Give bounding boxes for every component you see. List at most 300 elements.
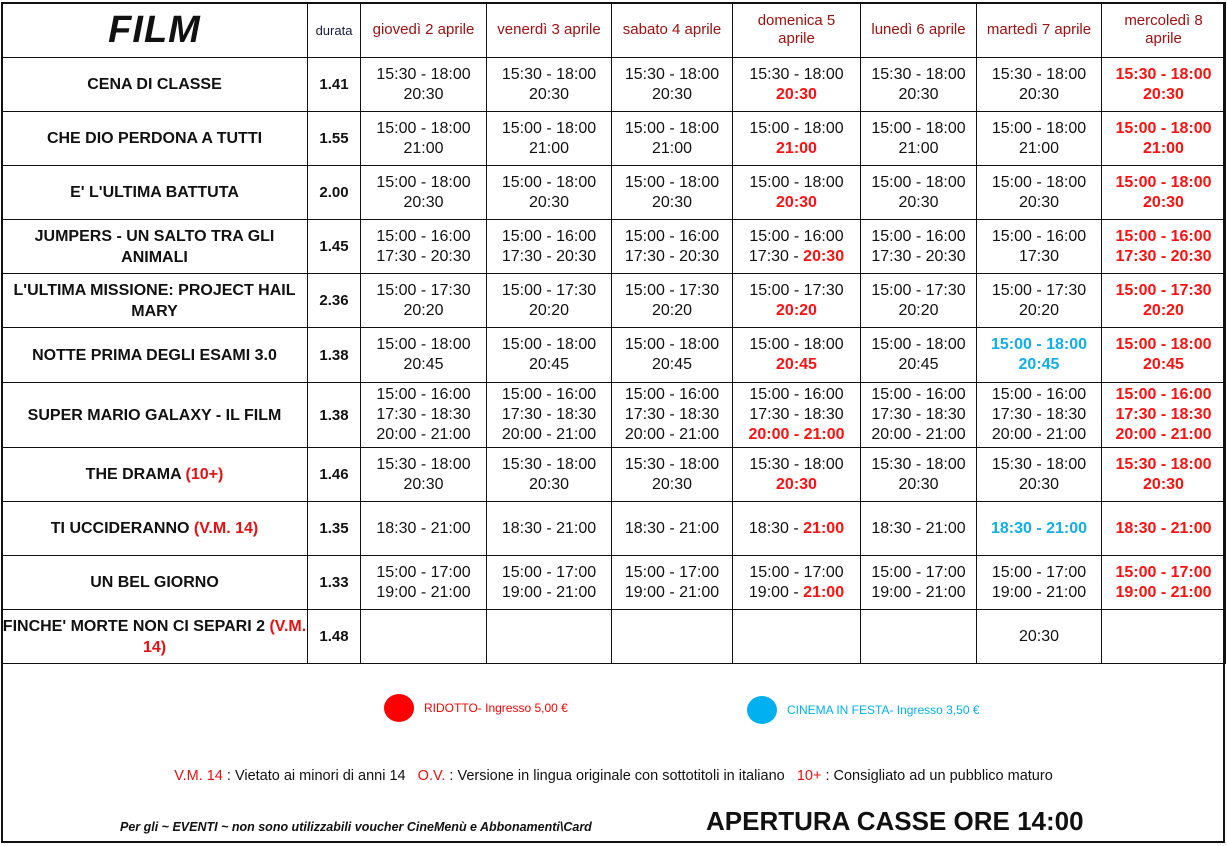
showtime-line — [1102, 563, 1225, 583]
showtime-line — [861, 247, 976, 267]
film-row — [2, 448, 1226, 502]
film-row — [2, 610, 1226, 664]
showtime: 15:30 - 18:00 — [1115, 65, 1212, 83]
showtime: 20:30 — [528, 193, 570, 211]
showtime-line — [977, 193, 1101, 213]
showtime-line — [487, 475, 611, 495]
showtime-cell — [612, 502, 733, 556]
rating-notes — [0, 768, 1227, 784]
film-rating: (10+) — [185, 466, 224, 483]
showtime: 20:30 — [776, 85, 817, 103]
showtime-cell — [733, 448, 861, 502]
film-duration: 1.55 — [308, 112, 361, 166]
film-rating: (V.M. 14) — [193, 520, 259, 537]
showtime-line — [361, 455, 486, 475]
showtime-line — [612, 455, 732, 475]
showtime: 20:30 — [898, 193, 939, 211]
showtime-line — [977, 425, 1101, 445]
film-title-text: FINCHE' MORTE NON CI SEPARI 2 — [2, 617, 270, 635]
showtime: 17:30 - 18:30 — [624, 406, 720, 423]
showtime-line — [977, 227, 1101, 247]
showtime-line — [612, 301, 732, 321]
showtime-cell — [977, 502, 1102, 556]
film-duration: 2.00 — [308, 166, 361, 220]
showtime-cell — [361, 502, 487, 556]
showtime-line — [612, 475, 732, 495]
showtime-cell — [977, 448, 1102, 502]
film-title-text: CHE DIO PERDONA A TUTTI — [46, 130, 263, 147]
showtime-line — [487, 119, 611, 139]
showtime-line — [361, 65, 486, 85]
showtime-line — [1102, 65, 1225, 85]
showtime-line — [361, 563, 486, 583]
showtime: 15:00 - 16:00 — [376, 386, 471, 403]
showtime: 20:30 — [1018, 475, 1060, 493]
showtime-line — [861, 355, 976, 375]
showtime-line — [977, 281, 1101, 301]
showtime-line — [733, 355, 860, 375]
showtime-line — [487, 335, 611, 355]
showtime: 15:30 - 18:00 — [749, 65, 844, 83]
showtime: 19:00 - 21:00 — [376, 583, 471, 601]
showtime: 15:00 - 16:00 — [991, 227, 1087, 245]
showtime-line — [612, 385, 732, 405]
showtime-cell — [1102, 328, 1226, 383]
showtime-cell — [1102, 502, 1226, 556]
showtime: 19:00 - 21:00 — [1115, 583, 1212, 601]
showtime: 20:00 - 21:00 — [1115, 426, 1212, 443]
showtime: 15:30 - 18:00 — [991, 65, 1087, 83]
showtime: 15:00 - 18:00 — [749, 173, 844, 191]
showtime: 15:30 - 18:00 — [624, 455, 720, 473]
showtime-cell — [977, 220, 1102, 274]
showtime: 21:00 — [651, 139, 693, 157]
showtime: 20:45 — [1143, 356, 1184, 373]
film-title — [2, 274, 308, 328]
showtime-line — [977, 405, 1101, 425]
showtime-cell — [861, 383, 977, 448]
showtime: 20:30 — [1018, 627, 1060, 645]
film-duration: 2.36 — [308, 274, 361, 328]
showtime: 19:00 - 21:00 — [871, 583, 966, 601]
showtime-line — [361, 405, 486, 425]
showtime-cell — [361, 220, 487, 274]
showtime-cell — [487, 556, 612, 610]
showtime-cell — [733, 610, 861, 664]
showtime: 17:30 - 18:30 — [749, 406, 844, 423]
header-row — [2, 3, 1226, 58]
showtime: 15:00 - 17:00 — [749, 563, 844, 581]
showtime: 15:30 - 18:00 — [749, 455, 844, 473]
showtime-cell — [612, 112, 733, 166]
showtime: 15:00 - 18:00 — [1115, 119, 1212, 137]
showtime: 21:00 — [803, 519, 845, 537]
showtime: 20:20 — [776, 301, 817, 319]
showtime-line — [861, 85, 976, 105]
film-row — [2, 274, 1226, 328]
showtime-cell — [487, 502, 612, 556]
showtime: 15:00 - 16:00 — [1115, 386, 1212, 403]
showtime: 19:00 - — [748, 583, 804, 601]
showtime-line — [977, 355, 1101, 375]
showtime: 20:00 - 21:00 — [871, 426, 966, 443]
showtime-cell — [361, 556, 487, 610]
showtime-cell — [861, 448, 977, 502]
showtime: 20:30 — [403, 85, 444, 103]
showtime: 15:00 - 16:00 — [991, 386, 1087, 403]
showtime-line — [487, 247, 611, 267]
legend-festa-name: CINEMA IN FESTA — [787, 703, 890, 717]
showtime-line — [612, 227, 732, 247]
showtime-cell — [861, 502, 977, 556]
showtime-line — [487, 405, 611, 425]
showtime-cell — [612, 448, 733, 502]
showtime-line — [612, 85, 732, 105]
showtime: 17:30 - 20:30 — [871, 247, 966, 265]
day-header: venerdì 3 aprile — [487, 3, 612, 58]
showtime: 20:30 — [898, 475, 939, 493]
showtime-line — [361, 281, 486, 301]
showtime: 15:00 - 18:00 — [1115, 336, 1212, 353]
showtime-line — [487, 355, 611, 375]
showtime-line — [861, 425, 976, 445]
showtime-cell — [361, 610, 487, 664]
film-duration: 1.38 — [308, 328, 361, 383]
showtime-line — [733, 193, 860, 213]
showtime-line — [977, 139, 1101, 159]
showtime: 15:00 - 16:00 — [501, 386, 597, 403]
showtime: 20:30 — [528, 475, 570, 493]
showtime-line — [733, 281, 860, 301]
showtime: 20:00 - 21:00 — [376, 426, 471, 443]
showtime-line — [361, 173, 486, 193]
film-duration: 1.46 — [308, 448, 361, 502]
showtime: 20:30 — [776, 475, 817, 493]
showtime: 15:30 - 18:00 — [1115, 455, 1212, 473]
film-title — [2, 220, 308, 274]
showtime-line — [733, 519, 860, 539]
showtime: 15:00 - 16:00 — [871, 227, 966, 245]
showtime: 20:30 — [403, 475, 444, 493]
showtime-line — [612, 193, 732, 213]
showtime: 17:30 - 18:30 — [501, 406, 597, 423]
showtime: 15:00 - 17:00 — [501, 563, 597, 581]
showtime-line — [1102, 301, 1225, 321]
showtime: 15:00 - 18:00 — [376, 119, 471, 137]
showtime-line — [361, 139, 486, 159]
film-title — [2, 383, 308, 448]
showtime-cell — [487, 448, 612, 502]
showtime: 17:30 - — [748, 247, 804, 265]
showtime: 21:00 — [528, 139, 570, 157]
showtime: 15:00 - 18:00 — [501, 173, 597, 191]
showtime-line — [612, 173, 732, 193]
showtime: 15:00 - 16:00 — [624, 227, 720, 245]
showtime: 17:30 - 20:30 — [1115, 247, 1212, 265]
showtime: 15:30 - 18:00 — [376, 65, 471, 83]
showtime: 15:00 - 17:00 — [1115, 563, 1212, 581]
showtime-cell — [861, 58, 977, 112]
showtime-line — [861, 405, 976, 425]
film-column-header: FILM — [2, 3, 308, 58]
showtime-line — [1102, 193, 1225, 213]
showtime: 21:00 — [1143, 139, 1184, 157]
showtime-cell — [1102, 610, 1226, 664]
showtime-line — [861, 455, 976, 475]
showtime-line — [1102, 85, 1225, 105]
showtime: 15:00 - 16:00 — [501, 227, 597, 245]
showtime-line — [1102, 455, 1225, 475]
showtime-line — [1102, 583, 1225, 603]
showtime-line — [612, 335, 732, 355]
film-title-text: THE DRAMA — [85, 466, 186, 483]
day-header: sabato 4 aprile — [612, 3, 733, 58]
showtime-line — [361, 385, 486, 405]
showtime-line — [861, 281, 976, 301]
showtime-line — [977, 173, 1101, 193]
showtime-line — [1102, 139, 1225, 159]
showtime-line — [361, 85, 486, 105]
film-title — [2, 166, 308, 220]
showtime-cell — [733, 220, 861, 274]
showtime-line — [861, 119, 976, 139]
showtime: 15:00 - 17:30 — [376, 281, 471, 299]
showtime-cell — [977, 112, 1102, 166]
showtime: 17:30 - 20:30 — [624, 247, 720, 265]
showtime-cell — [612, 556, 733, 610]
showtime-line — [487, 425, 611, 445]
showtime: 15:00 - 17:30 — [624, 281, 720, 299]
showtime-line — [861, 139, 976, 159]
showtime-line — [733, 475, 860, 495]
showtime: 15:00 - 16:00 — [749, 227, 844, 245]
showtime: 18:30 - 21:00 — [376, 519, 471, 537]
showtime: 20:30 — [898, 85, 939, 103]
showtime: 15:00 - 18:00 — [991, 119, 1087, 137]
showtime: 20:20 — [651, 301, 693, 319]
red-dot-icon — [384, 694, 414, 722]
showtime-cell — [733, 502, 861, 556]
showtime-line — [977, 385, 1101, 405]
note-vm14-key: V.M. 14 — [174, 768, 223, 784]
showtime-cell — [361, 328, 487, 383]
film-row — [2, 328, 1226, 383]
opening-hours: APERTURA CASSE ORE 14:00 — [706, 806, 1084, 836]
showtime-line — [487, 173, 611, 193]
showtime: 20:45 — [1018, 356, 1060, 373]
showtime-line — [1102, 385, 1225, 405]
showtime: 20:20 — [898, 301, 939, 319]
showtime: 17:30 - 18:30 — [871, 406, 966, 423]
showtime: 20:45 — [528, 356, 570, 373]
showtime-cell — [977, 328, 1102, 383]
showtime: 17:30 - 18:30 — [376, 406, 471, 423]
showtime-line — [977, 475, 1101, 495]
showtime: 20:45 — [651, 356, 693, 373]
film-title — [2, 328, 308, 383]
showtime-line — [361, 119, 486, 139]
showtime-line — [733, 455, 860, 475]
showtime-cell — [733, 58, 861, 112]
showtime-line — [861, 193, 976, 213]
showtime-cell — [977, 274, 1102, 328]
film-title-text: TI UCCIDERANNO — [50, 520, 194, 537]
showtime: 15:00 - 17:30 — [501, 281, 597, 299]
showtime: 20:30 — [651, 475, 693, 493]
showtime-cell — [612, 220, 733, 274]
showtime: 15:00 - 16:00 — [624, 386, 720, 403]
day-header: domenica 5 aprile — [733, 3, 861, 58]
showtime: 15:30 - 18:00 — [871, 455, 966, 473]
film-duration: 1.41 — [308, 58, 361, 112]
duration-column-header: durata — [308, 3, 361, 58]
showtime-line — [361, 475, 486, 495]
schedule-table — [1, 2, 1226, 664]
showtime-line — [361, 193, 486, 213]
showtime-cell — [861, 274, 977, 328]
showtime: 15:00 - 17:30 — [871, 281, 966, 299]
showtime-line — [1102, 119, 1225, 139]
showtime-line — [861, 519, 976, 539]
showtime: 15:00 - 18:00 — [1115, 173, 1212, 191]
film-row — [2, 502, 1226, 556]
showtime-cell — [612, 166, 733, 220]
film-duration: 1.35 — [308, 502, 361, 556]
showtime-line — [733, 247, 860, 267]
showtime-line — [361, 301, 486, 321]
showtime-cell — [977, 556, 1102, 610]
showtime: 15:00 - 18:00 — [991, 173, 1087, 191]
showtime-cell — [1102, 556, 1226, 610]
showtime: 15:00 - 18:00 — [749, 119, 844, 137]
showtime-line — [1102, 335, 1225, 355]
showtime: 21:00 — [1018, 139, 1060, 157]
showtime: 15:00 - 16:00 — [871, 386, 966, 403]
showtime: 15:00 - 16:00 — [376, 227, 471, 245]
showtime: 20:30 — [651, 193, 693, 211]
showtime-cell — [1102, 58, 1226, 112]
legend-ridotto-price: - Ingresso 5,00 € — [477, 701, 568, 715]
showtime-line — [733, 335, 860, 355]
showtime-line — [733, 583, 860, 603]
showtime: 18:30 - — [748, 519, 804, 537]
showtime-cell — [361, 166, 487, 220]
showtime: 20:00 - 21:00 — [991, 426, 1087, 443]
showtime-cell — [361, 112, 487, 166]
showtime-cell — [733, 556, 861, 610]
showtime-cell — [612, 383, 733, 448]
showtime-line — [1102, 425, 1225, 445]
film-duration: 1.45 — [308, 220, 361, 274]
film-title — [2, 112, 308, 166]
showtime: 20:00 - 21:00 — [501, 426, 597, 443]
showtime: 20:00 - 21:00 — [748, 426, 845, 443]
showtime-line — [612, 139, 732, 159]
showtime-cell — [733, 328, 861, 383]
legend-ridotto — [384, 694, 568, 722]
showtime: 15:00 - 18:00 — [749, 336, 844, 353]
showtime: 15:00 - 16:00 — [749, 386, 844, 403]
showtime: 15:00 - 18:00 — [501, 336, 597, 353]
showtime-line — [487, 65, 611, 85]
showtime: 15:00 - 18:00 — [871, 336, 966, 353]
showtime: 20:00 - 21:00 — [624, 426, 720, 443]
showtime-cell — [733, 112, 861, 166]
showtime: 15:00 - 18:00 — [376, 336, 471, 353]
showtime-cell — [861, 220, 977, 274]
day-header: martedì 7 aprile — [977, 3, 1102, 58]
showtime-line — [733, 405, 860, 425]
showtime: 15:00 - 17:00 — [991, 563, 1087, 581]
film-row — [2, 383, 1226, 448]
film-row — [2, 166, 1226, 220]
showtime-cell — [487, 274, 612, 328]
showtime-cell — [1102, 220, 1226, 274]
showtime-line — [612, 583, 732, 603]
showtime-cell — [1102, 383, 1226, 448]
showtime-line — [977, 247, 1101, 267]
showtime-cell — [733, 166, 861, 220]
showtime-line — [1102, 475, 1225, 495]
note-ov-key: O.V. — [417, 768, 446, 784]
showtime-line — [977, 563, 1101, 583]
showtime-cell — [361, 274, 487, 328]
showtime-line — [977, 335, 1101, 355]
showtime: 15:30 - 18:00 — [376, 455, 471, 473]
showtime-line — [861, 583, 976, 603]
showtime-line — [977, 583, 1101, 603]
showtime: 20:45 — [898, 356, 939, 373]
showtime-cell — [861, 556, 977, 610]
showtime: 15:00 - 18:00 — [871, 119, 966, 137]
showtime: 21:00 — [403, 139, 444, 157]
showtime: 18:30 - 21:00 — [990, 519, 1088, 537]
showtime: 15:00 - 17:30 — [749, 281, 844, 299]
showtime-line — [361, 583, 486, 603]
showtime-cell — [612, 610, 733, 664]
showtime-cell — [1102, 448, 1226, 502]
showtime: 18:30 - 21:00 — [624, 519, 720, 537]
showtime: 15:00 - 18:00 — [501, 119, 597, 137]
note-ov-text: : Versione in lingua originale con sottotitoli in italiano — [445, 768, 785, 784]
showtime-cell — [361, 58, 487, 112]
showtime-line — [1102, 405, 1225, 425]
showtime: 15:00 - 17:30 — [991, 281, 1087, 299]
showtime: 15:00 - 18:00 — [624, 119, 720, 137]
showtime-cell — [361, 383, 487, 448]
showtime-line — [733, 119, 860, 139]
film-title-text: L'ULTIMA MISSIONE: PROJECT HAIL MARY — [13, 281, 296, 320]
film-row — [2, 58, 1226, 112]
showtime: 20:30 — [528, 85, 570, 103]
showtime: 20:30 — [1018, 85, 1060, 103]
film-title-text: JUMPERS - UN SALTO TRA GLI ANIMALI — [34, 227, 275, 266]
showtime-line — [361, 247, 486, 267]
showtime-line — [861, 335, 976, 355]
showtime: 19:00 - 21:00 — [501, 583, 597, 601]
showtime: 20:20 — [1018, 301, 1060, 319]
showtime: 15:00 - 17:00 — [624, 563, 720, 581]
showtime-cell — [861, 166, 977, 220]
blue-dot-icon — [747, 696, 777, 724]
showtime-line — [361, 425, 486, 445]
showtime-line — [612, 247, 732, 267]
showtime: 15:00 - 17:00 — [871, 563, 966, 581]
showtime-cell — [487, 58, 612, 112]
showtime-line — [612, 281, 732, 301]
showtime: 20:30 — [1143, 475, 1184, 493]
showtime-line — [361, 355, 486, 375]
